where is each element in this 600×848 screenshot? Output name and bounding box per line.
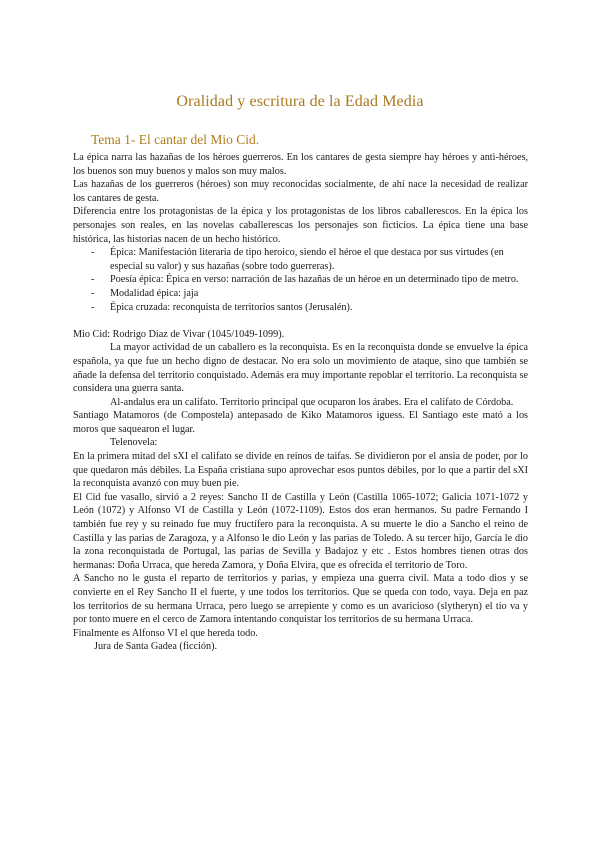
list-item: - Épica cruzada: reconquista de territorios santos (Jerusalén). (73, 301, 528, 315)
list-item: - Modalidad épica: jaja (73, 287, 528, 301)
paragraph-sancho: A Sancho no le gusta el reparto de territorios y parias, y empieza una guerra civil. Mata a todo dios y se convierte en el Rey Sancho II el fuerte, y une todos los territorios. Que se queda con todo, vaya. Deja en paz los territorios de su hermana Urraca, pero luego se arrepiente y como es un avaricioso (slytheryn) el tío va y por tonto muere en el cerco de Zamora intentando conquistar los territorios de su hermana Urraca. (73, 573, 528, 626)
paragraph-reconquista: La mayor actividad de un caballero es la reconquista. Es en la reconquista donde se envuelve la épica española, ya que fue un hecho digno de destacar. No era solo un movimiento de ataque, sino que también se añade la defensa del territorio conquistado. Además era muy importante repoblar el territorio. La reconquista se considera una guerra santa. (73, 342, 528, 395)
section-title: Tema 1- El cantar del Mio Cid. (91, 132, 260, 147)
paragraph-mio-cid: Mio Cid: Rodrigo Díaz de Vivar (1045/1049-1099). (73, 328, 285, 340)
paragraph-telenovela: Telenovela: (110, 437, 158, 449)
paragraph-final: Finalmente es Alfonso VI el que hereda todo. (73, 627, 258, 639)
definitions-list (73, 246, 528, 314)
list-item: - Épica: Manifestación literaria de tipo heroico, siendo el héroe el que destaca por sus virtudes (en especial su valor) y sus hazañas (sobre todo guerreras). (73, 246, 528, 273)
document-title: Oralidad y escritura de la Edad Media (176, 93, 424, 110)
paragraph-hazanas: Las hazañas de los guerreros (héroes) son muy reconocidas socialmente, de ahí nace la necesidad de realizar los cantares de gesta. (73, 179, 528, 204)
paragraph-diferencia: Diferencia entre los protagonistas de la épica y los protagonistas de los libros caballerescos. En la épica los personajes son reales, en las novelas caballerescas los personajes son ficticios. La épica tiene una base histórica, las historias nacen de un hecho histórico. (73, 206, 528, 245)
paragraph-santiago: Santiago Matamoros (de Compostela) antepasado de Kiko Matamoros iguess. El Santiago este mató a los moros que saquearon el lugar. (73, 410, 528, 435)
document-body (73, 151, 528, 654)
paragraph-alandalus: Al-andalus era un califato. Territorio principal que ocuparon los árabes. Era el califato de Córdoba. (110, 396, 514, 408)
paragraph-epica-intro: La épica narra las hazañas de los héroes guerreros. En los cantares de gesta siempre hay héroes y anti-héroes, los buenos son muy buenos y malos son muy malos. (73, 152, 528, 177)
spacer (73, 314, 528, 328)
paragraph-taifas: En la primera mitad del sXI el califato se divide en reinos de taifas. Se dividieron por el ansia de poder, por lo que quedaron más débiles. La España cristiana supo aprovechar esos puntos débiles, por lo que a partir del sXI la reconquista avanzó con muy buen pie. (73, 451, 528, 490)
paragraph-vasallo: El Cid fue vasallo, sirvió a 2 reyes: Sancho II de Castilla y León (Castilla 1065-1072; Galicia 1071-1072 y León (1072) y Alfonso VI de Castilla y León (1072-1109). Estos dos eran hermanos. Su padre Fernando I también fue rey y su reinado fue muy fructífero para la reconquista. A su muerte le dio a Sancho el reino de Castilla y las parias de Zaragoza, y a Alfonso le dio León y las parias de Toledo. A su tercer hijo, García le dio la zona reconquistada de Portugal, las parias de Sevilla y Badajoz y etc . Estos hombres tienen otras dos hermanas: Doña Urraca, que hereda Zamora, y Doña Elvira, que es ofrecida el territorio de Toro. (73, 491, 528, 571)
paragraph-jura: Jura de Santa Gadea (ficción). (94, 641, 218, 653)
list-item: - Poesía épica: Épica en verso: narración de las hazañas de un héroe en un determinado tipo de metro. (73, 273, 528, 287)
